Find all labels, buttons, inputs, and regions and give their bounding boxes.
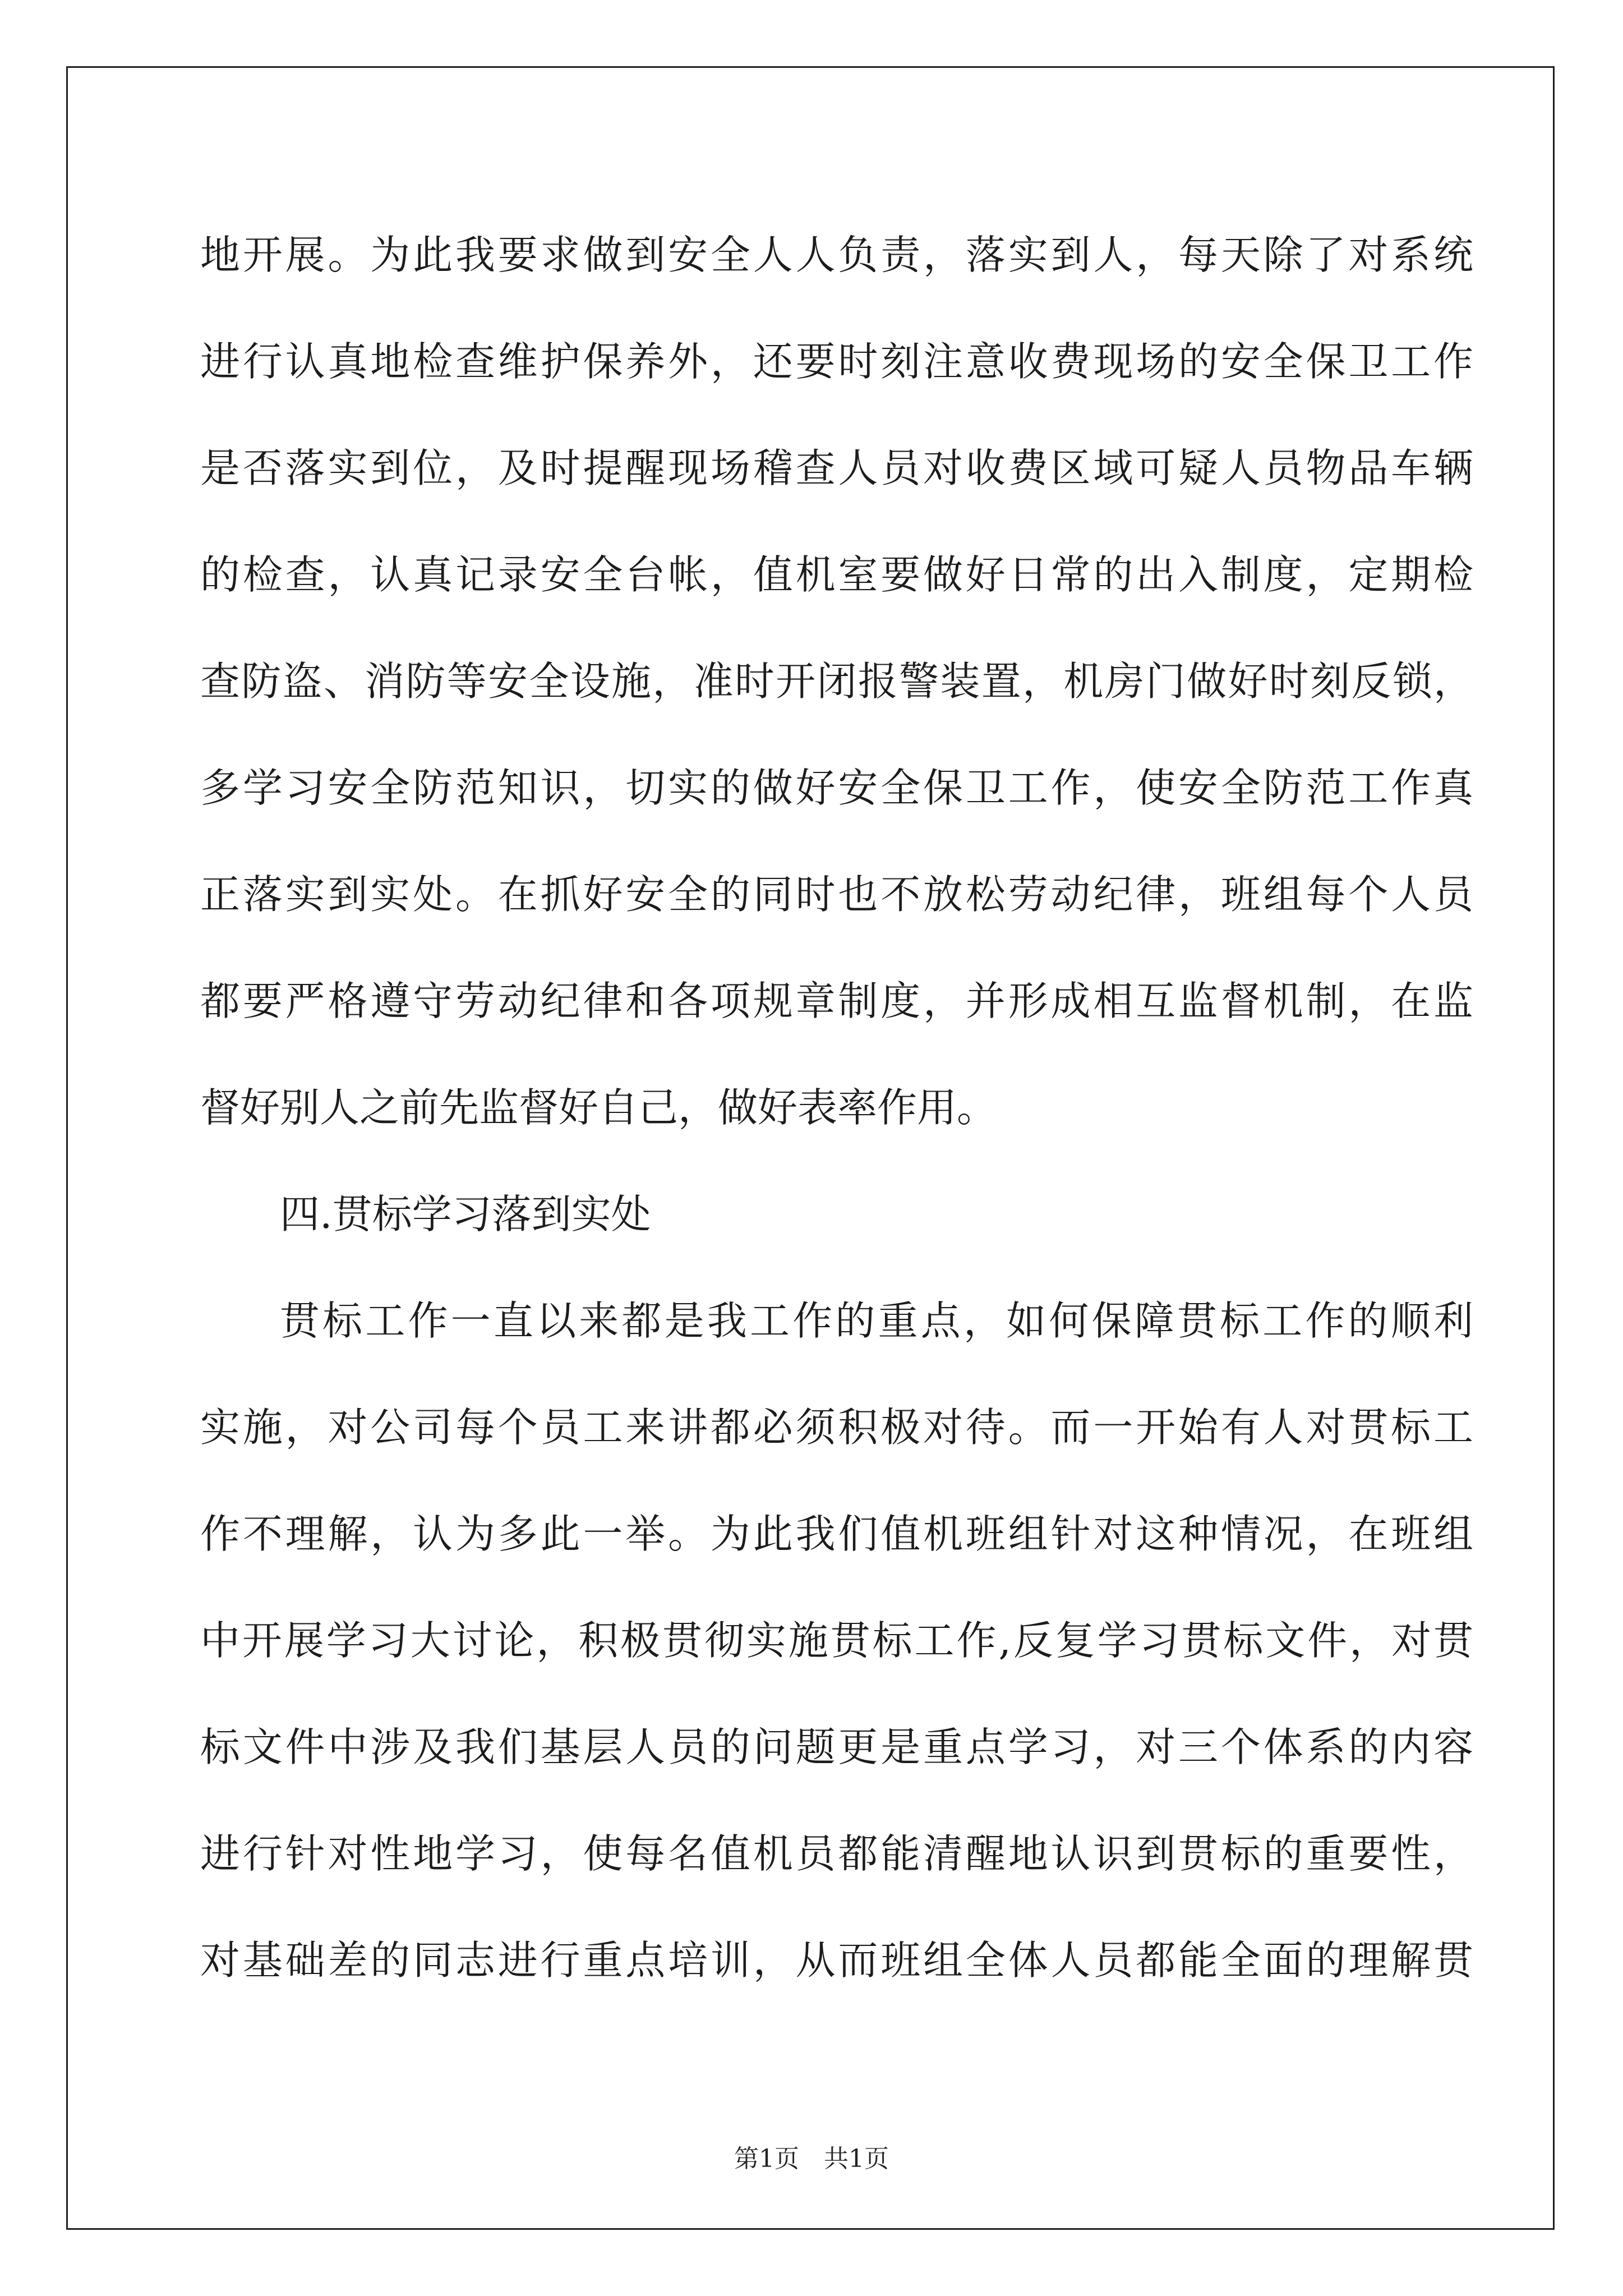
document-body xyxy=(200,202,1473,2014)
paragraph-line: 进行针对性地学习，使每名值机员都能清醒地认识到贯标的重要性， xyxy=(200,1830,1473,1877)
paragraph-line: 实施，对公司每个员工来讲都必须积极对待。而一开始有人对贯标工 xyxy=(200,1404,1473,1451)
paragraph-line: 中开展学习大讨论，积极贯彻实施贯标工作,反复学习贯标文件，对贯 xyxy=(200,1617,1473,1664)
paragraph-line: 贯标工作一直以来都是我工作的重点，如何保障贯标工作的顺利 xyxy=(280,1297,1473,1344)
paragraph-line: 多学习安全防范知识，切实的做好安全保卫工作，使安全防范工作真 xyxy=(200,765,1473,811)
paragraph-line: 是否落实到位，及时提醒现场稽查人员对收费区域可疑人员物品车辆 xyxy=(200,445,1473,491)
page-number: 第1页 共1页 xyxy=(734,2145,889,2173)
paragraph-line: 的检查，认真记录安全台帐，值机室要做好日常的出入制度，定期检 xyxy=(200,551,1473,598)
paragraph-line: 地开展。为此我要求做到安全人人负责，落实到人，每天除了对系统 xyxy=(200,232,1473,278)
paragraph-line: 对基础差的同志进行重点培训，从而班组全体人员都能全面的理解贯 xyxy=(200,1937,1473,1984)
paragraph-line: 正落实到实处。在抓好安全的同时也不放松劳动纪律，班组每个人员 xyxy=(200,871,1473,918)
paragraph-line: 进行认真地检查维护保养外，还要时刻注意收费现场的安全保卫工作 xyxy=(200,338,1473,385)
paragraph-line: 都要严格遵守劳动纪律和各项规章制度，并形成相互监督机制，在监 xyxy=(200,978,1473,1024)
section-heading: 四.贯标学习落到实处 xyxy=(280,1191,651,1237)
paragraph-line: 查防盗、消防等安全设施，准时开闭报警装置，机房门做好时刻反锁， xyxy=(200,658,1473,705)
paragraph-line: 督好别人之前先监督好自己，做好表率作用。 xyxy=(200,1084,997,1131)
paragraph-line: 作不理解，认为多此一举。为此我们值机班组针对这种情况，在班组 xyxy=(200,1511,1473,1557)
paragraph-line: 标文件中涉及我们基层人员的问题更是重点学习，对三个体系的内容 xyxy=(200,1724,1473,1770)
page-footer xyxy=(0,2138,1623,2174)
